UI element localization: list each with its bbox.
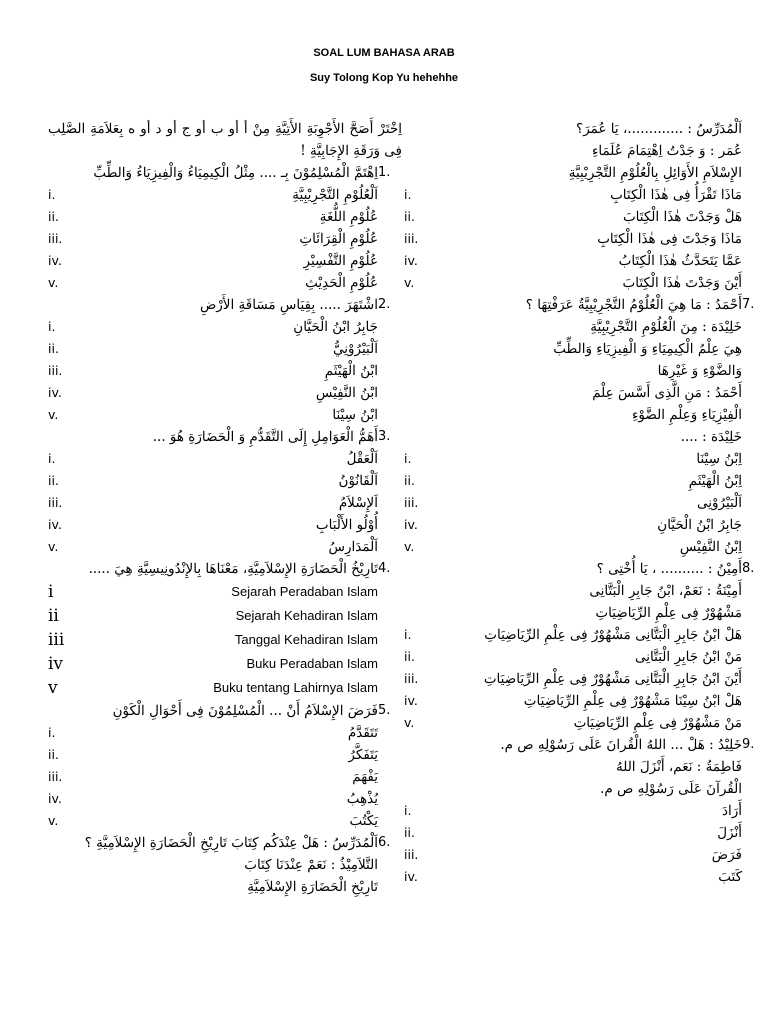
question-7	[404, 294, 766, 448]
answer-option: هَلْ ابْنُ سِيْنَا مَشْهُوْرٌ فِى عِلْمِ الرِّيَاضِيَاتِ iv.	[404, 693, 742, 709]
answer-option: اِبْنُ النَّفِيْسِ v.	[404, 539, 742, 555]
answer-option: تَتَقَدَّمُ i.	[48, 725, 378, 741]
dialogue-line: أَحْمَدُ : مَا هِيَ الْعُلُوْمُ التَّجْرِيْبِيَّةُ عَرَفْتِهَا ؟	[525, 297, 742, 313]
question-9	[404, 734, 766, 800]
answer-option: اِبْنُ سِيْنَا i.	[404, 451, 742, 467]
answer-option: جَابِرُ ابْنُ الْحَيَّانِ iv.	[404, 517, 742, 533]
question-number: 5.	[378, 703, 391, 718]
dialogue-line: اَلْمُدَرِّسُ : هَلْ عِنْدَكُم كِتَابَ تَارِيْخِ الْحَضَارَةِ الإِسْلاَمِيَّةِ ؟	[84, 835, 378, 851]
instructions: اِخْتَرْ أَصَحَّ الأَجْوِبَةِ الأَتِيَّةِ مِنْ أ أو ب أو ج أو د أو ه بِعَلاَمَةِ الصَّلِب فِى وَرَقَةِ الإِجَابِيَّةِ !	[48, 121, 402, 159]
dialogue-line: تَارِيْخِ الْحَضَارَةِ الإِسْلاَمِيَّةِ	[247, 879, 378, 895]
question-number: 8.	[742, 561, 755, 576]
question-5	[48, 700, 402, 722]
answer-option: اَلْعُلُوْمِ التَّجْرِيْبِيَّةِ i.	[48, 187, 378, 203]
dialogue-line: أَمِيْنَةُ : نَعَمْ، ابْنُ جَابِرِ الْبَتَّانِى	[589, 583, 742, 599]
dialogue-line: خَلِيْدَة : مِنَ الْعُلُوْمِ التَّجْرِيْبِيَّةِ	[590, 319, 742, 335]
answer-option: ابْنُ النَّفِيْسِ iv.	[48, 385, 378, 401]
answer-option: Sejarah Kehadiran Islam ii	[48, 606, 378, 626]
question-text: أَهَمُّ الْعَوَامِلِ إِلَى التَّقَدُّمِ وَ الْحَضَارَةِ هُوَ ...	[152, 429, 378, 445]
answer-option: ابْنُ سِيْنَا v.	[48, 407, 378, 423]
answer-option: أُوْلُو الأَلْبَابِ iv.	[48, 517, 378, 533]
question-text: اشْتَهَرَ ..... بِقِيَاسِ مَسَاقَةِ الأَرْضِ	[199, 297, 378, 313]
answer-option: عَمَّا يَتَحَدَّثُ هٰذَا الْكِتَابُ iv.	[404, 253, 742, 269]
dialogue-line: عُمَر : وَ جَدْتُ اِهْتِمَامَ عُلَمَاءِ	[592, 143, 742, 159]
answer-option: اَلْبَيْرُوْنِى iii.	[404, 495, 742, 511]
document-title: SOAL LUM BAHASA ARAB	[313, 47, 455, 59]
dialogue-line: الْقُرآنَ عَلَى رَسُوْلِهِ ص م.	[600, 781, 742, 797]
answer-option: Sejarah Peradaban Islam i	[48, 582, 378, 602]
dialogue-line: الإِسْلاَمِ الأَوَائِلِ بِالْعُلُوْمِ التَّجْرِيْبِيَّةِ	[568, 165, 742, 181]
answer-option: اَلإِسْلاَمُ iii.	[48, 495, 378, 511]
answer-option: أَيْنَ ابْنُ جَابِرِ الْبَتَّانِى مَشْهُوْرٌ فِى عِلْمِ الرِّيَاضِيَاتِ iii.	[404, 671, 742, 687]
question-number: 1.	[378, 165, 391, 180]
document-subtitle: Suy Tolong Kop Yu hehehhe	[309, 72, 459, 84]
dialogue-line: خَلِيْدَة : ....	[680, 429, 742, 445]
answer-option: أَرَادَ i.	[404, 803, 742, 819]
dialogue-line: أَمِيْنُ : .......... ، يَا أُخْتِى ؟	[596, 561, 742, 577]
question-number: 2.	[378, 297, 391, 312]
question-number: 3.	[378, 429, 391, 444]
answer-option: أَيْنَ وَجَدْتَ هٰذَا الْكِتَابَ v.	[404, 275, 742, 291]
question-number: 6.	[378, 835, 391, 850]
dialogue-line: مَشْهُوْرٌ فِى عِلْمِ الرِّيَاضِيَاتِ	[595, 605, 742, 621]
answer-option: هَلْ ابْنُ جَابِرِ الْبَتَّانِى مَشْهُوْرٌ فِى عِلْمِ الرِّيَاضِيَاتِ i.	[404, 627, 742, 643]
answer-option: يُذْهِبُ iv.	[48, 791, 378, 807]
answer-option: اَلْمَدَارِسُ v.	[48, 539, 378, 555]
question-number: 7.	[742, 297, 755, 312]
answer-option: جَابِرُ ابْنُ الْحَيَّانِ i.	[48, 319, 378, 335]
answer-option: أَنْزَلَ ii.	[404, 825, 742, 841]
answer-option: فَرَضَ iii.	[404, 847, 742, 863]
answer-option: عُلُوْمِ الْحَدِيْثِ v.	[48, 275, 378, 291]
question-text: تَارِيْخُ الْحَضَارَةِ الإِسْلاَمِيَّةِ، مَعْنَاهَا بِالإِنْدُونِيسِيَّةِ هِيَ .....	[88, 561, 378, 577]
answer-option: كَتَبَ iv.	[404, 869, 742, 885]
answer-option: هَلْ وَجَدْتَ هٰذَا الْكِتَابَ ii.	[404, 209, 742, 225]
answer-option: عُلُوْمِ اللُّغَةِ ii.	[48, 209, 378, 225]
answer-option: عُلُوْمِ التَّفْسِيْرِ iv.	[48, 253, 378, 269]
question-4	[48, 558, 402, 580]
answer-option: Buku tentang Lahirnya Islam v	[48, 678, 378, 698]
answer-option: عُلُوْمِ الْقِرَائَاتِ iii.	[48, 231, 378, 247]
dialogue-line: وَالضَّوْءِ وَ غَيْرِهَا	[657, 363, 742, 379]
question-text: فَرَضَ الإِسْلاَمُ أَنْ ... الْمُسْلِمُوْنَ فِى أَحْوَالِ الْكَوْنِ	[112, 703, 378, 719]
answer-option: اَلْقَانُوْنُ ii.	[48, 473, 378, 489]
question-8	[404, 558, 766, 624]
answer-option: ابْنُ الْهَيْثَمِ iii.	[48, 363, 378, 379]
question-number: 9.	[742, 737, 755, 752]
answer-option: مَنْ ابْنُ جَابِرِ الْبَتَّانِى ii.	[404, 649, 742, 665]
answer-option: يَكْتُبَ v.	[48, 813, 378, 829]
answer-option: يَفْهَمَ iii.	[48, 769, 378, 785]
answer-option: Buku Peradaban Islam iv	[48, 654, 378, 674]
answer-option: مَنْ مَشْهُوْرٌ فِى عِلْمِ الرِّيَاضِيَاتِ v.	[404, 715, 742, 731]
question-3	[48, 426, 402, 448]
dialogue-line: هِيَ عِلْمُ الْكِيمِيَاءِ وَ الْفِيزِيَاءِ وَالطِّبِّ	[553, 341, 742, 357]
answer-option: يَتَفَكَّرُ ii.	[48, 747, 378, 763]
answer-option: اَلْعَقْلُ i.	[48, 451, 378, 467]
answer-option: Tanggal Kehadiran Islam iii	[48, 630, 378, 650]
dialogue-line: اَلْمُدَرِّسُ : .............، يَا عُمَرَ؟	[576, 121, 742, 137]
question-2	[48, 294, 402, 316]
answer-option: اَلْبَيْرُوْنِيُّ ii.	[48, 341, 378, 357]
dialogue-line: التَّلاَمِيْذُ : نَعَمْ عِنْدَنَا كِتَابَ	[244, 857, 378, 873]
question-continued	[404, 118, 766, 184]
right-column	[404, 118, 766, 888]
answer-option: مَاذَا تَقْرَأُ فِى هٰذَا الْكِتَابِ i.	[404, 187, 742, 203]
question-6	[48, 832, 402, 898]
answer-option: مَاذَا وَجَدْتَ فِى هٰذَا الْكِتَابِ iii.	[404, 231, 742, 247]
question-1	[48, 162, 402, 184]
question-number: 4.	[378, 561, 391, 576]
dialogue-line: خَلِيْدُ : هَلْ ... اللهُ الْقُرانَ عَلَى رَسُوْلِهِ ص م.	[500, 737, 742, 753]
dialogue-line: أَحْمَدُ : مَنِ الَّذِى أَسَّسَ عِلْمَ	[592, 385, 742, 401]
answer-option: اِبْنُ الْهَيْثَمِ ii.	[404, 473, 742, 489]
dialogue-line: الْفِيْزِيَاءِ وَعِلْمِ الضَّوْءِ	[632, 407, 742, 423]
question-text: اِهْتَمَّ الْمُسْلِمُوْنَ بِـ .... مِثْلُ الْكِيمِيَاءُ وَالْفِيزِيَاءُ وَالطِّبِّ	[93, 165, 378, 181]
dialogue-line: فَاطِمَةُ : نَعَم، أَنْزَلَ اللهُ	[615, 759, 742, 775]
left-column	[48, 118, 402, 898]
